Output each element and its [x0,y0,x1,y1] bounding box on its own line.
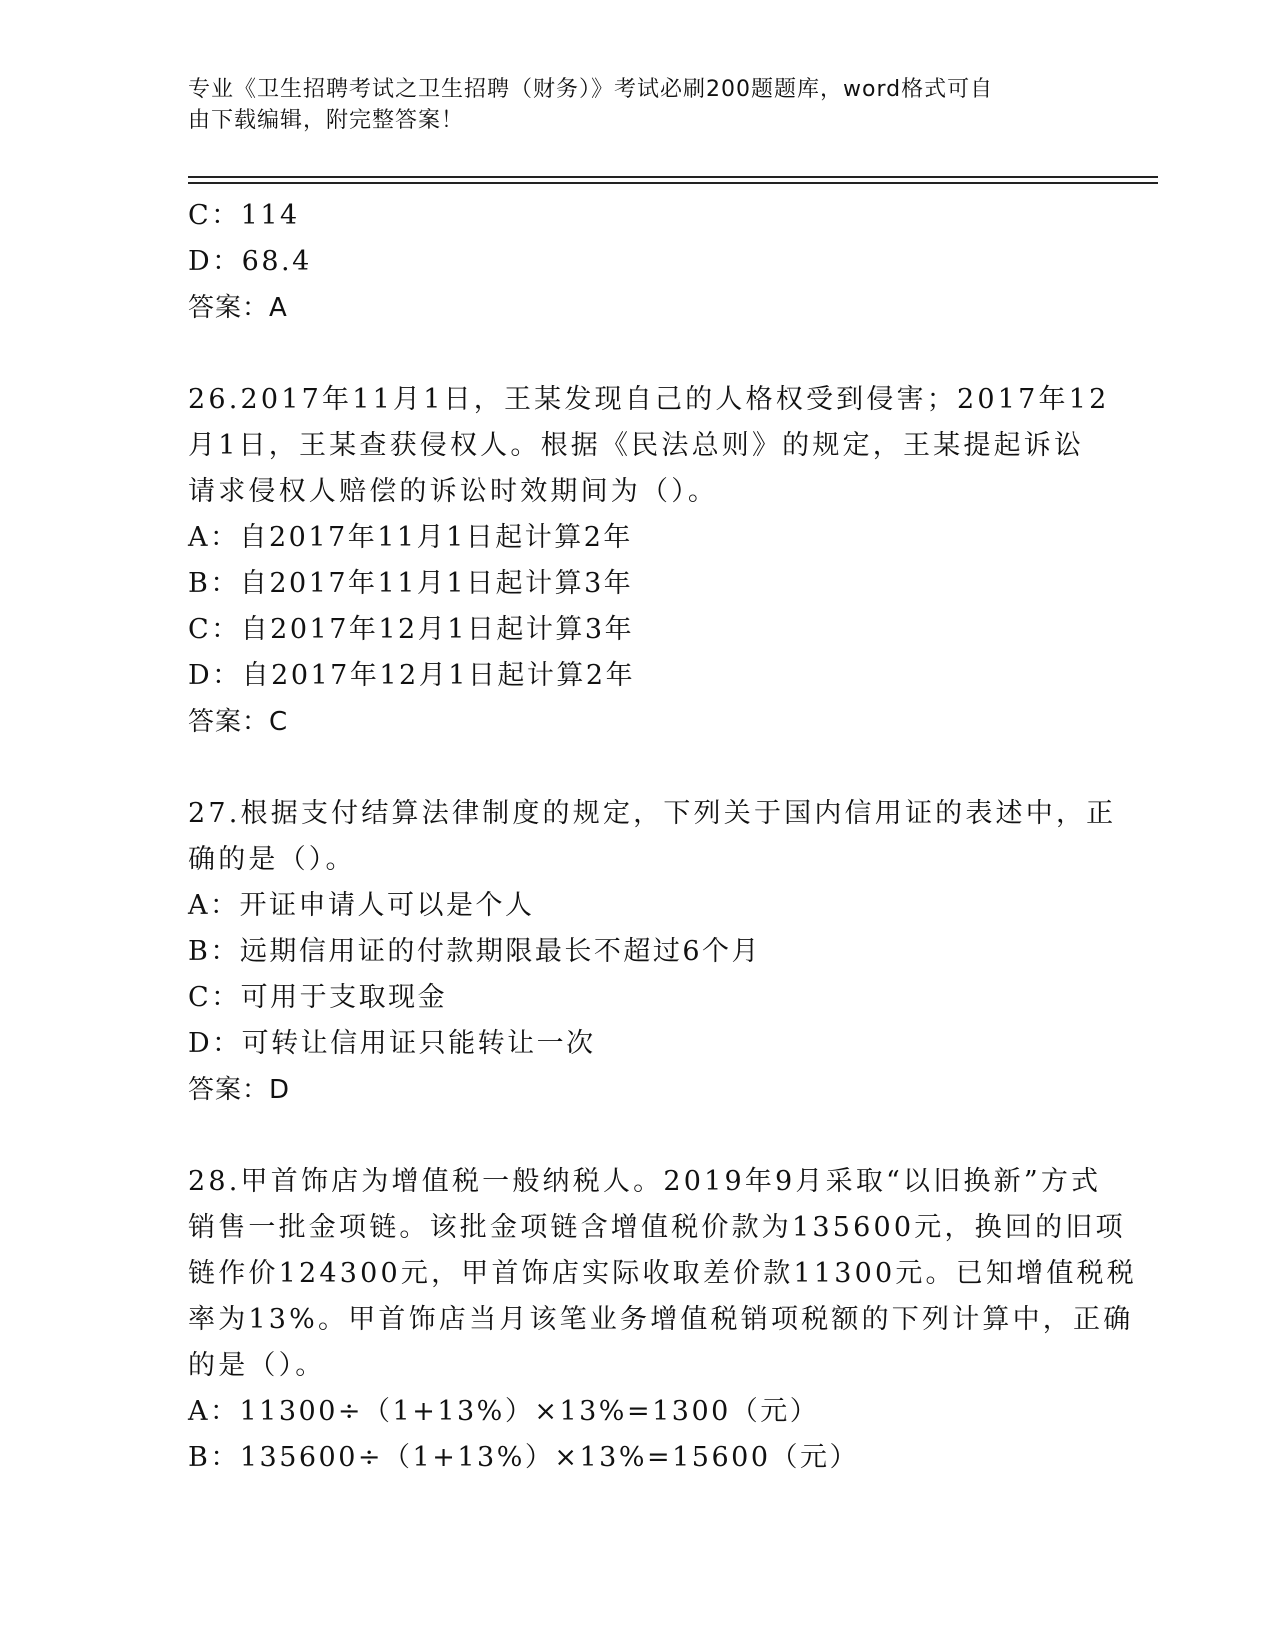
question-stem-line: 28.甲首饰店为增值税一般纳税人。2019年9月采取“以旧换新”方式 [188,1166,1102,1197]
header-divider-top [188,176,1158,178]
question-stem-line: 26.2017年11月1日，王某发现自己的人格权受到侵害；2017年12 [188,384,1110,415]
question-stem-line: 链作价124300元，甲首饰店实际收取差价款11300元。已知增值税税 [188,1258,1137,1289]
page-header [188,74,1088,136]
option-a: A：开证申请人可以是个人 [188,890,535,921]
option-b: B：远期信用证的付款期限最长不超过6个月 [188,936,762,967]
option-c: C：自2017年12月1日起计算3年 [188,614,635,645]
option-c: C：114 [188,200,300,231]
question-stem-line: 的是（）。 [188,1350,326,1381]
option-d: D：可转让信用证只能转让一次 [188,1028,596,1059]
question-stem-line: 率为13%。甲首饰店当月该笔业务增值税销项税额的下列计算中，正确 [188,1304,1134,1335]
header-line-1: 专业《卫生招聘考试之卫生招聘（财务）》考试必刷200题题库，word格式可自 [188,77,994,102]
question-stem-line: 确的是（）。 [188,844,356,875]
question-stem-line: 月1日，王某查获侵权人。根据《民法总则》的规定，王某提起诉讼 [188,430,1085,461]
option-d: D：自2017年12月1日起计算2年 [188,660,636,691]
option-b: B：135600÷（1+13%）×13%=15600（元） [188,1442,859,1473]
question-28 [188,1159,1137,1481]
question-stem-line: 销售一批金项链。该批金项链含增值税价款为135600元，换回的旧项 [188,1212,1126,1243]
question-26 [188,377,1110,745]
option-a: A：11300÷（1+13%）×13%=1300（元） [188,1396,820,1427]
question-stem-line: 27.根据支付结算法律制度的规定，下列关于国内信用证的表述中，正 [188,798,1117,829]
option-b: B：自2017年11月1日起计算3年 [188,568,634,599]
answer-line: 答案：C [188,707,289,737]
question-stem-line: 请求侵权人赔偿的诉讼时效期间为（）。 [188,476,719,507]
option-a: A：自2017年11月1日起计算2年 [188,522,633,553]
header-line-2: 由下载编辑，附完整答案！ [188,108,465,133]
question-27 [188,791,1117,1113]
answer-line: 答案：A [188,293,288,323]
previous-question-tail [188,193,1088,331]
answer-line: 答案：D [188,1075,291,1105]
header-divider-bottom [188,182,1158,184]
option-c: C：可用于支取现金 [188,982,448,1013]
option-d: D：68.4 [188,246,312,277]
document-body [188,193,1137,1481]
